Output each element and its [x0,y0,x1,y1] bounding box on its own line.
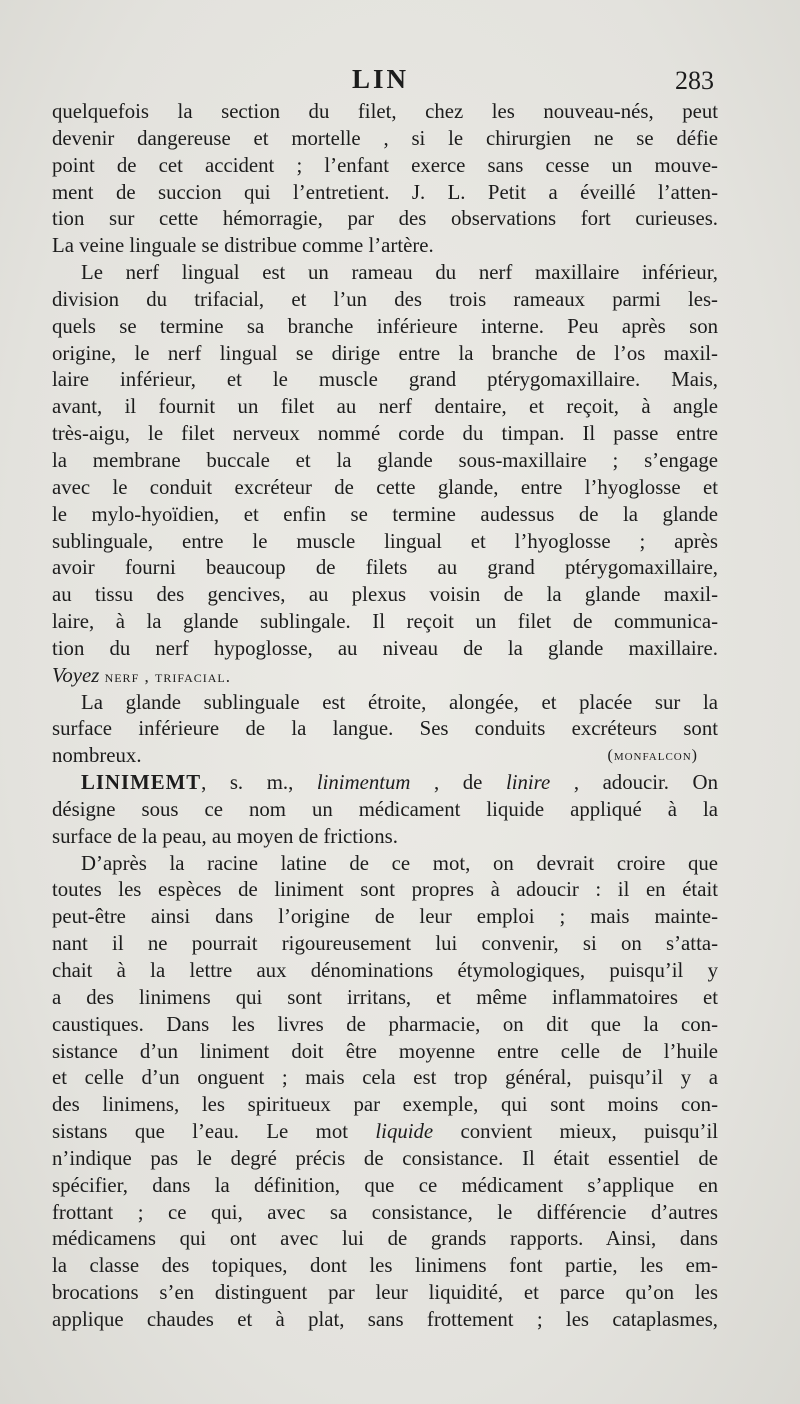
text-line: nombreux. (monfalcon) [52,744,698,768]
text-line: peut-être ainsi dans l’origine de leur emploi ; mais mainte- [52,905,718,929]
text-line: division du trifacial, et l’un des trois rameaux parmi les- [52,287,718,311]
text-line: toutes les espèces de liniment sont propres à adoucir : il en était [52,878,718,902]
text-line: D’après la racine latine de ce mot, on devrait croire que [81,851,718,875]
text-line: nant il ne pourrait rigoureusement lui convenir, si on s’atta- [52,932,718,956]
text-line: médicamens qui ont avec lui de grands rapports. Ainsi, dans [52,1227,718,1251]
text-line: applique chaudes et à plat, sans frottement ; les cataplasmes, [52,1307,718,1331]
text-line: tion sur cette hémorragie, par des observations fort curieuses. [52,207,718,231]
text-line: brocations s’en distinguent par leur liquidité, et parce qu’on les [52,1281,718,1305]
text-line: quelquefois la section du filet, chez les nouveau-nés, peut [52,100,718,123]
text-line: au tissu des gencives, au plexus voisin de la glande maxil- [52,583,718,607]
text-line: la membrane buccale et la glande sous-maxillaire ; s’engage [52,448,718,472]
text-line: Voyez nerf , trifacial. [52,663,232,687]
text-line: sistance d’un liniment doit être moyenne entre celle de l’huile [52,1039,718,1063]
text-line: avec le conduit excréteur de cette glande, entre l’hyoglosse et [52,475,718,499]
text-line: désigne sous ce nom un médicament liquide appliqué à la [52,797,718,821]
text-line: des linimens, les spiritueux par exemple, qui sont moins con- [52,1093,718,1117]
text-line: sistans que l’eau. Le mot liquide convient mieux, puisqu’il [52,1120,718,1144]
page-header [0,64,800,104]
text-line: laire inférieur, et le muscle grand ptérygomaxillaire. Mais, [52,368,718,392]
text-line: la classe des topiques, dont les linimens font partie, les em- [52,1254,718,1278]
text-line: origine, le nerf lingual se dirige entre la branche de l’os maxil- [52,341,718,365]
text-line: avoir fourni beaucoup de filets au grand ptérygomaxillaire, [52,556,718,580]
text-line: très-aigu, le filet nerveux nommé corde du timpan. Il passe entre [52,422,718,446]
text-line: laire, à la glande sublingale. Il reçoit un filet de communica- [52,610,718,634]
text-line: Le nerf lingual est un rameau du nerf maxillaire inférieur, [81,261,718,285]
text-line: surface inférieure de la langue. Ses conduits excréteurs sont [52,717,718,741]
text-line: point de cet accident ; l’enfant exerce sans cesse un mouve- [52,153,718,177]
text-line: spécifier, dans la définition, que ce médicament s’applique en [52,1173,718,1197]
text-line: La glande sublinguale est étroite, alongée, et placée sur la [81,690,718,714]
text-line: chait à la lettre aux dénominations étymologiques, puisqu’il y [52,959,718,982]
running-head: LIN [352,64,410,94]
text-line: quels se termine sa branche inférieure interne. Peu après son [52,314,718,338]
text-line: le mylo-hyoïdien, et enfin se termine audessus de la glande [52,502,718,526]
text-line: n’indique pas le degré précis de consistance. Il était essentiel de [52,1146,718,1170]
text-line: et celle d’un onguent ; mais cela est trop général, puisqu’il y a [52,1066,718,1090]
text-line: LINIMEMT, s. m., linimentum , de linire , adoucir. On [81,771,718,795]
text-line: surface de la peau, au moyen de frictions. [52,824,398,848]
text-line: sublinguale, entre le muscle lingual et l’hyoglosse ; après [52,529,718,553]
body-text [52,99,718,1334]
text-line: frottant ; ce qui, avec sa consistance, le différencie d’autres [52,1200,718,1224]
text-line: a des linimens qui sont irritans, et même inflammatoires et [52,985,718,1009]
text-line: ment de succion qui l’entretient. J. L. Petit a éveillé l’atten- [52,180,718,204]
text-line: avant, il fournit un filet au nerf dentaire, et reçoit, à angle [52,395,718,419]
text-line: La veine linguale se distribue comme l’artère. [52,234,434,258]
text-line: tion du nerf hypoglosse, au niveau de la glande maxillaire. [52,636,718,660]
page-number: 283 [675,66,714,95]
text-line: caustiques. Dans les livres de pharmacie, on dit que la con- [52,1012,718,1036]
text-line: devenir dangereuse et mortelle , si le chirurgien ne se défie [52,126,718,150]
